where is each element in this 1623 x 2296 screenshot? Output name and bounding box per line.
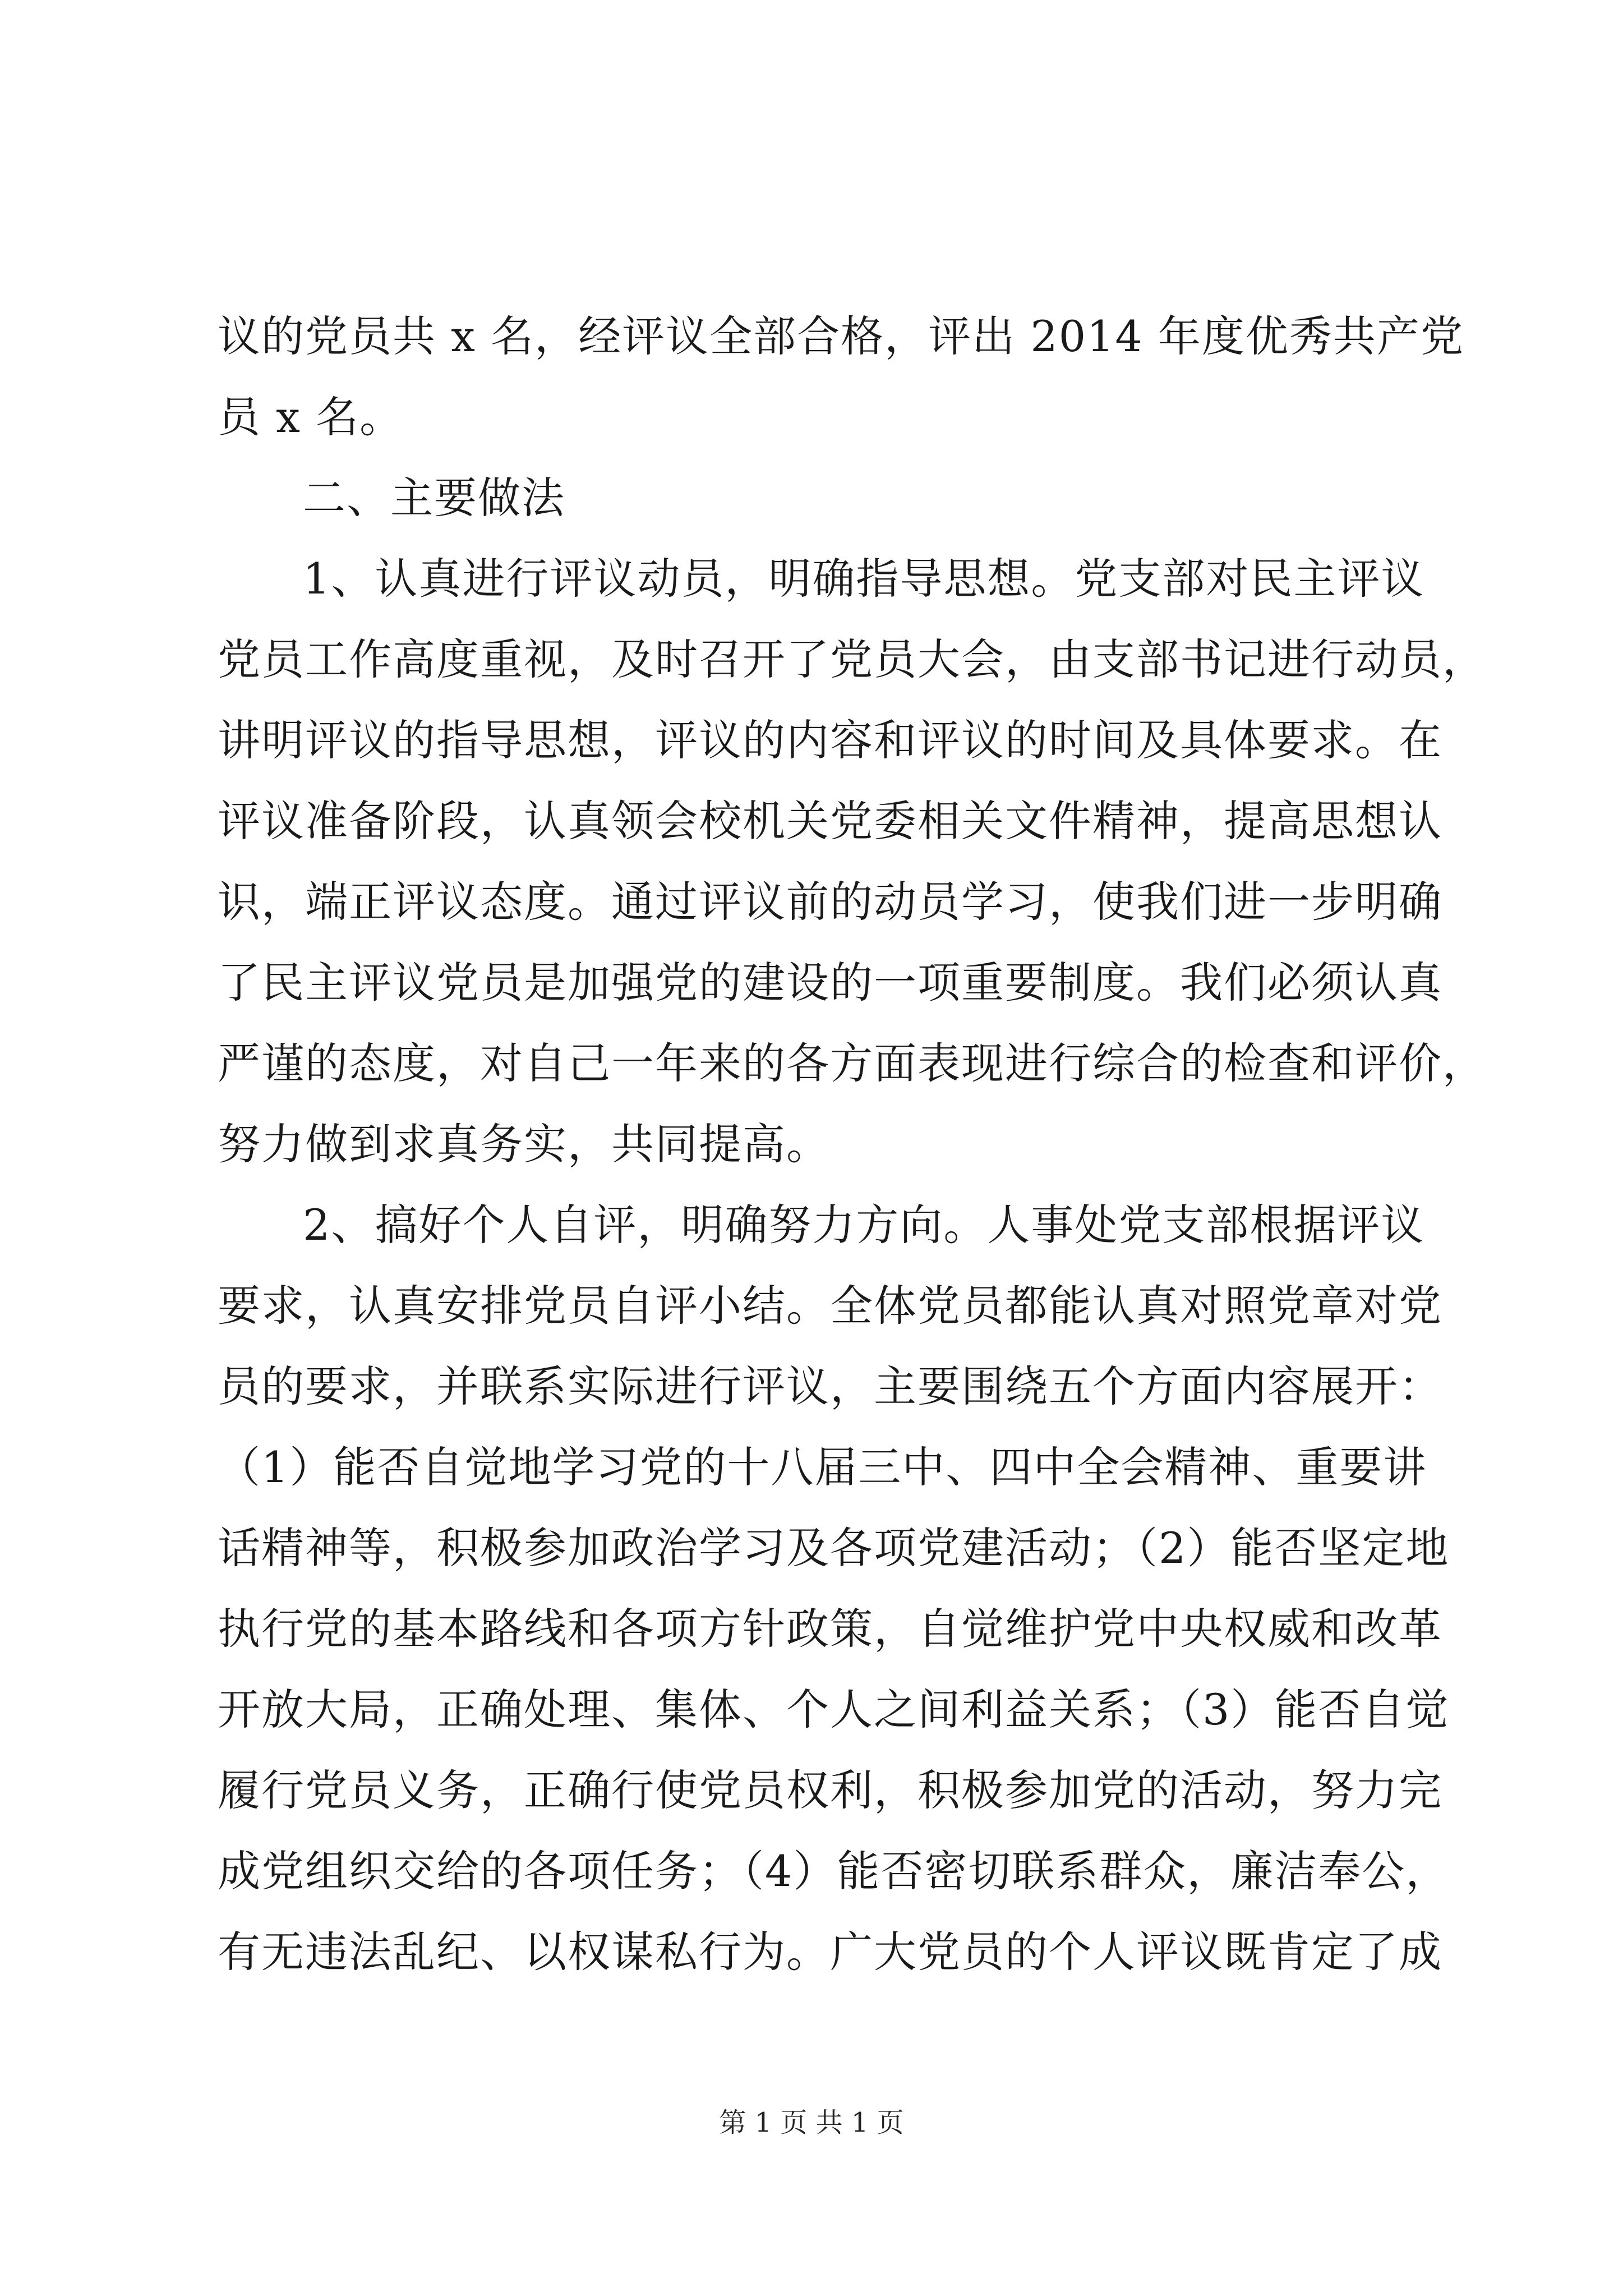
- paragraph-first-line: 2、搞好个人自评，明确努力方向。人事处党支部根据评议: [303, 1200, 1425, 1250]
- section-heading: 二、主要做法: [303, 473, 565, 523]
- paragraph-first-line: 1、认真进行评议动员，明确指导思想。党支部对民主评议: [303, 554, 1425, 604]
- text-line: 讲明评议的指导思想，评议的内容和评议的时间及具体要求。在: [218, 715, 1442, 765]
- document-body: [218, 296, 1486, 1993]
- text-line: （1）能否自觉地学习党的十八届三中、四中全会精神、重要讲: [218, 1442, 1427, 1492]
- text-line: 开放大局，正确处理、集体、个人之间利益关系；（3）能否自觉: [218, 1685, 1450, 1734]
- text-line: 履行党员义务，正确行使党员权利，积极参加党的活动，努力完: [218, 1765, 1442, 1815]
- text-line: 议的党员共 x 名，经评议全部合格，评出 2014 年度优秀共产党: [218, 311, 1464, 361]
- text-line: 执行党的基本路线和各项方针政策，自觉维护党中央权威和改革: [218, 1604, 1442, 1654]
- text-line: 员的要求，并联系实际进行评议，主要围绕五个方面内容展开：: [218, 1361, 1442, 1411]
- text-line: 员 x 名。: [218, 392, 404, 442]
- text-line: 有无违法乱纪、以权谋私行为。广大党员的个人评议既肯定了成: [218, 1927, 1442, 1977]
- text-line: 成党组织交给的各项任务；（4）能否密切联系群众，廉洁奉公，: [218, 1846, 1450, 1896]
- page-footer: 第 1 页 共 1 页: [719, 2107, 904, 2138]
- text-line: 识，端正评议态度。通过评议前的动员学习，使我们进一步明确: [218, 877, 1442, 927]
- text-line: 评议准备阶段，认真领会校机关党委相关文件精神，提高思想认: [218, 796, 1442, 846]
- text-line: 党员工作高度重视，及时召开了党员大会，由支部书记进行动员，: [218, 634, 1486, 684]
- text-line: 了民主评议党员是加强党的建设的一项重要制度。我们必须认真: [218, 958, 1442, 1007]
- text-line: 要求，认真安排党员自评小结。全体党员都能认真对照党章对党: [218, 1281, 1442, 1331]
- text-line: 努力做到求真务实，共同提高。: [218, 1119, 830, 1169]
- text-line: 话精神等，积极参加政治学习及各项党建活动；（2）能否坚定地: [218, 1523, 1450, 1573]
- text-line: 严谨的态度，对自己一年来的各方面表现进行综合的检查和评价，: [218, 1038, 1486, 1088]
